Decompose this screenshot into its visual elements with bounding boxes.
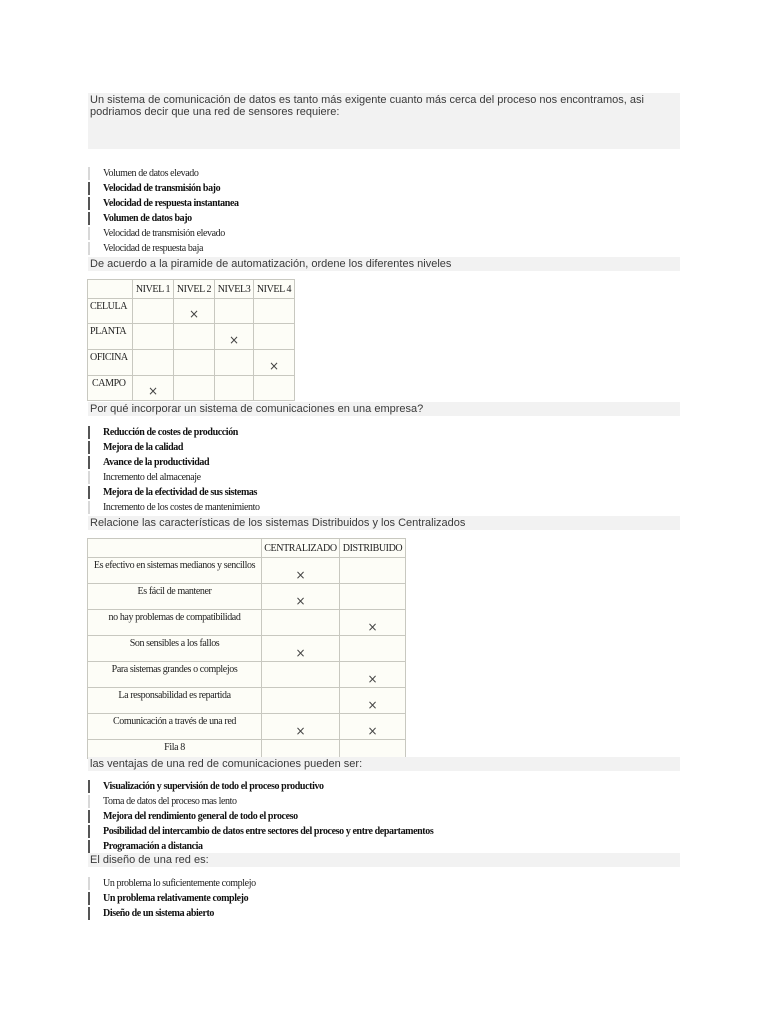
match-cell[interactable]: [254, 376, 295, 401]
table-row: [88, 740, 406, 759]
question-6-options: [88, 876, 256, 921]
option-marker: [88, 197, 90, 210]
match-cell[interactable]: [133, 299, 174, 324]
option-q5-1[interactable]: [88, 779, 433, 794]
match-cell[interactable]: [254, 324, 295, 350]
row-label: PLANTA: [88, 324, 133, 350]
question-6-text: El diseño de una red es:: [90, 854, 209, 866]
option-q3-6[interactable]: [88, 500, 260, 515]
table-row: [88, 688, 406, 714]
match-cell[interactable]: [174, 376, 215, 401]
match-cell[interactable]: [262, 662, 340, 688]
match-cell[interactable]: ×: [262, 636, 340, 662]
question-1-text: Un sistema de comunicación de datos es tanto más exigente cuanto más cerca del proceso nos encontramos, asi podriamos decir que una red de sensores requiere:: [90, 94, 644, 118]
match-cell[interactable]: [340, 584, 406, 610]
option-label: Posibilidad del intercambio de datos entre sectores del proceso y entre departamentos: [103, 826, 434, 837]
option-q3-3[interactable]: [88, 455, 260, 470]
match-cell[interactable]: [215, 376, 254, 401]
option-q1-5[interactable]: [88, 226, 239, 241]
table-row: [88, 636, 406, 662]
option-q3-1[interactable]: [88, 425, 260, 440]
option-q1-2[interactable]: [88, 181, 239, 196]
column-header: CENTRALIZADO: [262, 539, 340, 558]
match-cell[interactable]: ×: [340, 688, 406, 714]
option-marker: [88, 167, 90, 180]
table-row: [88, 299, 295, 324]
column-header: NIVEL3: [215, 280, 254, 299]
option-marker: [88, 780, 90, 793]
option-label: Mejora del rendimiento general de todo el proceso: [103, 811, 298, 822]
match-cell[interactable]: ×: [133, 376, 174, 401]
row-label: Comunicación a través de una red: [88, 714, 262, 740]
match-cell[interactable]: [262, 740, 340, 759]
table-row: [88, 714, 406, 740]
option-label: Diseño de un sistema abierto: [103, 908, 215, 919]
option-marker: [88, 907, 90, 920]
option-marker: [88, 212, 90, 225]
option-marker: [88, 810, 90, 823]
option-marker: [88, 892, 90, 905]
systems-comparison-table: [87, 538, 406, 759]
option-label: Velocidad de respuesta instantanea: [103, 198, 239, 209]
option-label: Visualización y supervisión de todo el proceso productivo: [103, 781, 324, 792]
question-1-options: [88, 166, 239, 256]
match-cell[interactable]: ×: [262, 584, 340, 610]
question-1-prompt: [88, 93, 680, 149]
option-q6-2[interactable]: [88, 891, 256, 906]
option-marker: [88, 825, 90, 838]
row-label: Es fácil de mantener: [88, 584, 262, 610]
match-cell[interactable]: ×: [254, 350, 295, 376]
question-3-options: [88, 425, 260, 515]
question-2-prompt: [88, 257, 680, 271]
row-label: Es efectivo en sistemas medianos y sencillos: [88, 558, 262, 584]
option-label: Velocidad de transmisión bajo: [103, 183, 221, 194]
match-cell[interactable]: ×: [174, 299, 215, 324]
table-header-row: [88, 280, 295, 299]
column-header: DISTRIBUIDO: [340, 539, 406, 558]
option-label: Mejora de la calidad: [103, 442, 184, 453]
question-5-text: las ventajas de una red de comunicaciones pueden ser:: [90, 758, 363, 770]
column-header: NIVEL 1: [133, 280, 174, 299]
column-header: NIVEL 2: [174, 280, 215, 299]
row-label: no hay problemas de compatibilidad: [88, 610, 262, 636]
automation-pyramid-table: [87, 279, 295, 401]
question-4-text: Relacione las características de los sistemas Distribuidos y los Centralizados: [90, 517, 466, 529]
option-marker: [88, 877, 90, 890]
row-label: Para sistemas grandes o complejos: [88, 662, 262, 688]
option-marker: [88, 795, 90, 808]
option-marker: [88, 471, 90, 484]
option-q6-3[interactable]: [88, 906, 256, 921]
option-label: Velocidad de respuesta baja: [103, 243, 203, 254]
table-corner: [88, 280, 133, 299]
match-cell[interactable]: [340, 558, 406, 584]
match-cell[interactable]: [133, 350, 174, 376]
table-row: [88, 350, 295, 376]
match-cell[interactable]: [215, 350, 254, 376]
option-q5-5[interactable]: [88, 839, 433, 854]
question-5-options: [88, 779, 433, 854]
option-label: Toma de datos del proceso mas lento: [103, 796, 237, 807]
match-cell[interactable]: ×: [215, 324, 254, 350]
row-label: CELULA: [88, 299, 133, 324]
table-row: [88, 610, 406, 636]
option-marker: [88, 840, 90, 853]
option-label: Incremento de los costes de mantenimiento: [103, 502, 260, 513]
row-label: Son sensibles a los fallos: [88, 636, 262, 662]
match-cell[interactable]: ×: [340, 714, 406, 740]
match-cell[interactable]: [215, 299, 254, 324]
match-cell[interactable]: [340, 636, 406, 662]
row-label: OFICINA: [88, 350, 133, 376]
match-cell[interactable]: ×: [340, 610, 406, 636]
option-label: Mejora de la efectividad de sus sistemas: [103, 487, 257, 498]
option-label: Reducción de costes de producción: [103, 427, 238, 438]
row-label: Fila 8: [88, 740, 262, 759]
match-cell[interactable]: [174, 350, 215, 376]
option-label: Velocidad de transmisión elevado: [103, 228, 225, 239]
option-q5-2[interactable]: [88, 794, 433, 809]
option-marker: [88, 456, 90, 469]
match-cell[interactable]: [262, 610, 340, 636]
option-label: Volumen de datos elevado: [103, 168, 199, 179]
option-marker: [88, 182, 90, 195]
option-q1-6[interactable]: [88, 241, 239, 256]
option-label: Avance de la productividad: [103, 457, 210, 468]
option-q3-2[interactable]: [88, 440, 260, 455]
match-cell[interactable]: [174, 324, 215, 350]
option-marker: [88, 242, 90, 255]
table-header-row: [88, 539, 406, 558]
match-cell[interactable]: [254, 299, 295, 324]
option-label: Incremento del almacenaje: [103, 472, 201, 483]
question-5-prompt: [88, 757, 680, 771]
question-6-prompt: [88, 853, 680, 867]
option-marker: [88, 426, 90, 439]
option-q6-1[interactable]: [88, 876, 256, 891]
match-cell[interactable]: ×: [340, 662, 406, 688]
option-label: Un problema lo suficientemente complejo: [103, 878, 256, 889]
option-q1-4[interactable]: [88, 211, 239, 226]
option-marker: [88, 486, 90, 499]
option-marker: [88, 501, 90, 514]
option-q3-4[interactable]: [88, 470, 260, 485]
row-label: La responsabilidad es repartida: [88, 688, 262, 714]
table-row: [88, 662, 406, 688]
table-row: [88, 324, 295, 350]
table-row: [88, 376, 295, 401]
question-2-text: De acuerdo a la piramide de automatización, ordene los diferentes niveles: [90, 258, 452, 270]
table-row: [88, 584, 406, 610]
match-cell[interactable]: ×: [262, 714, 340, 740]
table-corner: [88, 539, 262, 558]
option-label: Un problema relativamente complejo: [103, 893, 249, 904]
option-q5-3[interactable]: [88, 809, 433, 824]
row-label: CAMPO: [88, 376, 133, 401]
option-q5-4[interactable]: [88, 824, 433, 839]
option-q1-3[interactable]: [88, 196, 239, 211]
column-header: NIVEL 4: [254, 280, 295, 299]
match-cell[interactable]: [133, 324, 174, 350]
option-marker: [88, 227, 90, 240]
match-cell[interactable]: [340, 740, 406, 759]
option-q1-1[interactable]: [88, 166, 239, 181]
question-3-text: Por qué incorporar un sistema de comunicaciones en una empresa?: [90, 403, 424, 415]
option-marker: [88, 441, 90, 454]
option-q3-5[interactable]: [88, 485, 260, 500]
match-cell[interactable]: ×: [262, 558, 340, 584]
option-label: Volumen de datos bajo: [103, 213, 192, 224]
match-cell[interactable]: [262, 688, 340, 714]
question-3-prompt: [88, 402, 680, 416]
option-label: Programación a distancia: [103, 841, 203, 852]
question-4-prompt: [88, 516, 680, 530]
table-row: [88, 558, 406, 584]
